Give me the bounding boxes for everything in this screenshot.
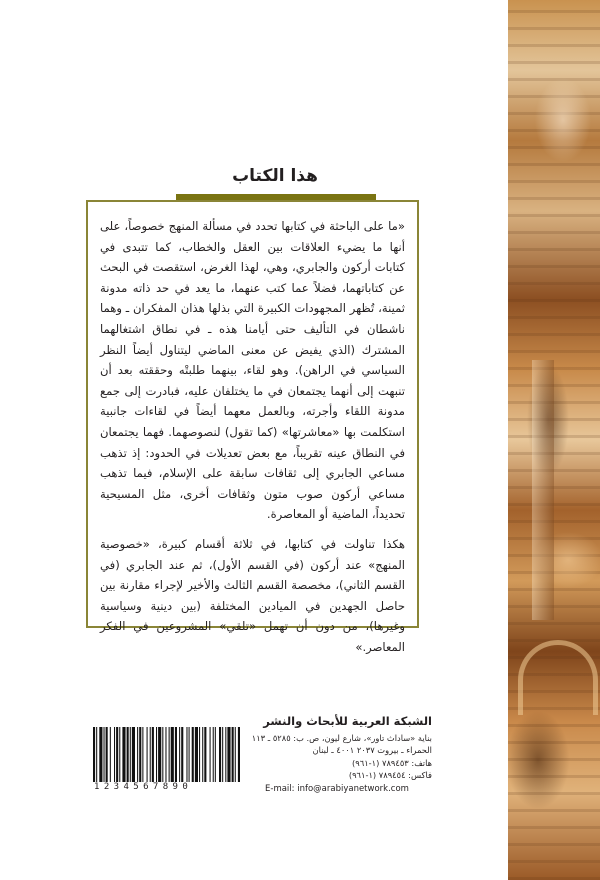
arch-ruin <box>518 640 598 715</box>
barcode-bar <box>238 727 240 782</box>
barcode-bar <box>93 727 95 782</box>
barcode-bar <box>114 727 115 782</box>
barcode-bar <box>142 727 143 782</box>
barcode-bar <box>110 727 111 782</box>
barcode-bar <box>158 727 161 782</box>
barcode-number: 1234567890 <box>94 782 193 792</box>
publisher-email: E-mail: info@arabiyanetwork.com <box>265 784 409 794</box>
barcode-bar <box>175 727 177 782</box>
barcode-bar <box>195 727 198 782</box>
barcode-bar <box>156 727 157 782</box>
barcode-bar <box>227 727 230 782</box>
barcode-bar <box>222 727 223 782</box>
barcode-bar <box>181 727 183 782</box>
barcode-bar <box>186 727 187 782</box>
barcode-bar <box>204 727 206 782</box>
barcode-bar <box>104 727 105 782</box>
blurb-paragraph-2: هكذا تناولت في كتابها، في ثلاثة أقسام كبيرة، «خصوصية المنهج» عند أركون (في القسم الأول)، ثم عند الجابري (في القسم الثاني)، مخصصة القسم الثالث والأخير لإجراء مقارنة بين حاصل الجهدين في الميادين المختلفة (بين دينية وسياسية وغيرها)، من دون أن تهمل «تلقي» المشروعين في الفكر المعاصر.» <box>100 536 405 654</box>
barcode-bar <box>189 727 190 782</box>
blurb-box <box>86 200 419 654</box>
barcode-bar <box>235 727 236 782</box>
barcode-bar <box>192 727 194 782</box>
blurb-paragraph-1: «ما على الباحثة في كتابها تحدد في مسألة المنهج خصوصاً، على أنها ما يضيء العلاقات بين العقل والخطاب، كما تتبدى في كتابات أركون والجابري، وهي، لهذا الغرض، استقصت في البحث عن كتاباتهما، فضلاً عما كتب عنهما، ما يعد في حد ذاته مدونة ثمينة، تُظهر المجهودات الكبيرة التي بذلها هذان المفكران ـ وهما ناشطان في التأليف حتى أيامنا هذه ـ في نطاق اشتغالهما المشترك (الذي يفيض عن معنى الماضي ليتناول أيضاً النظر السياسي في الراهن). وهو لقاء، بينهما طلبتْه وحققته بعد أن تنبهت إلى أنهما يجتمعان في ما يختلفان عليه، فبادرت إلى جمع مدونة اللقاء وأجرته، وبالعمل معهما أيضاً في لقاءات جانبية استكلمت بها «معاشرتها» (كما تقول) لنصوصهما. فهما يجتمعان في النطاق عينه تقريباً، مع بعض تعديلات في الحدود: إذ تذهب مساعي الجابري إلى ثقافات سابقة على الإسلام، فيما تذهب مساعي أركون صوب متون وثقافات أخرى، مثل المسيحية تحديداً، الماضية أو المعاصرة. <box>100 219 405 522</box>
barcode-bar <box>162 727 163 782</box>
barcode-bar <box>137 727 138 782</box>
publisher-address-line: الحمراء ـ بيروت ٢٠٣٧ ٤٠٠١ ـ لبنان <box>312 745 432 756</box>
barcode-bar <box>169 727 170 782</box>
barcode-bar <box>122 727 125 782</box>
barcode-bar <box>150 727 151 782</box>
barcode-bar <box>215 727 216 782</box>
barcode-bar <box>179 727 180 782</box>
barcode-block <box>92 727 244 792</box>
section-heading: هذا الكتاب <box>232 166 318 186</box>
barcode-bar <box>132 727 135 782</box>
barcode-bar <box>199 727 200 782</box>
barcode-bar <box>165 727 166 782</box>
barcode-bar <box>171 727 174 782</box>
barcode-bar <box>127 727 129 782</box>
barcode-bar <box>213 727 214 782</box>
barcode-bar <box>116 727 118 782</box>
publisher-name: الشبكة العربية للأبحاث والنشر <box>263 714 432 728</box>
publisher-address-line: بناية «ساداث تاور»، شارع ليون، ص. ب: ٥٢٨٥ ـ ١١٣ <box>251 733 432 743</box>
barcode-bar <box>147 727 148 782</box>
barcode-bar <box>232 727 234 782</box>
barcode-bar <box>139 727 141 782</box>
cover-photo-strip <box>508 0 600 880</box>
barcode-bar <box>99 727 102 782</box>
publisher-block <box>251 714 432 782</box>
barcode-bar <box>210 727 211 782</box>
barcode-bar <box>152 727 154 782</box>
barcode-bar <box>219 727 221 782</box>
barcode-bar <box>202 727 203 782</box>
barcode <box>92 727 242 782</box>
column-ruin <box>532 360 554 620</box>
publisher-phone: هاتف: ٧٨٩٤٥٣ (١-٩٦١) <box>352 757 432 768</box>
barcode-bar <box>119 727 120 782</box>
barcode-bar <box>225 727 226 782</box>
barcode-bar <box>106 727 108 782</box>
publisher-fax: فاكس: ٧٨٩٤٥٤ (١-٩٦١) <box>348 770 432 781</box>
barcode-bar <box>130 727 131 782</box>
barcode-bar <box>96 727 97 782</box>
